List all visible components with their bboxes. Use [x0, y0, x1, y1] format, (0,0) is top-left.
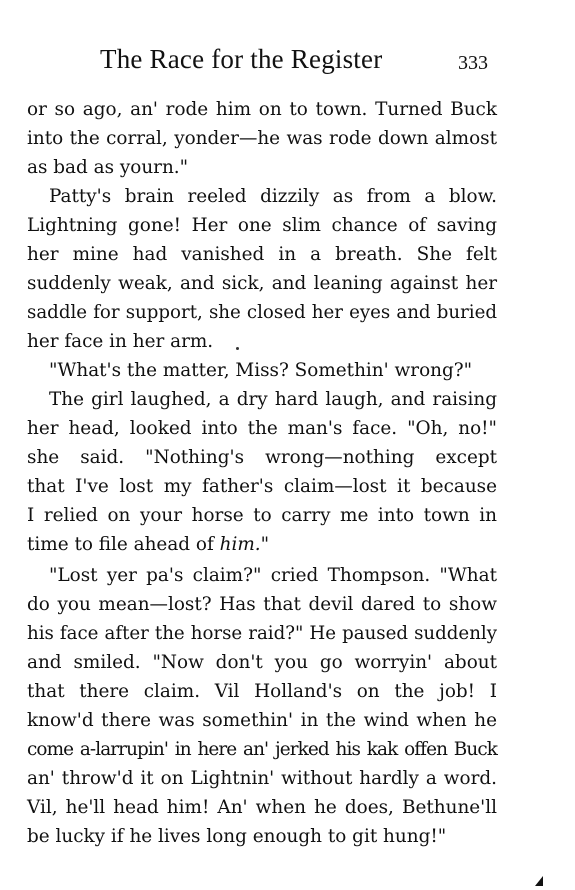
text-line: as bad as yourn." [27, 157, 189, 178]
text-line: her head, looked into the man's face. "Oh, no!" [27, 418, 497, 439]
text-line: and smiled. "Now don't you go worryin' about [27, 652, 497, 673]
ink-speck [236, 347, 239, 350]
text-line: do you mean—lost? Has that devil dared to show [27, 594, 497, 615]
text-line: know'd there was somethin' in the wind when he [27, 710, 497, 731]
text-line: into the corral, yonder—he was rode down almost [27, 128, 497, 149]
italic-word: him. [219, 534, 261, 555]
text-line: Patty's brain reeled dizzily as from a blow. [49, 186, 497, 207]
text-segment: " [260, 534, 270, 555]
text-line: The girl laughed, a dry hard laugh, and raising [49, 389, 497, 410]
text-line: she said. "Nothing's wrong—nothing except [27, 447, 497, 468]
text-line: that there claim. Vil Holland's on the job! I [27, 681, 497, 702]
text-line: I relied on your horse to carry me into town in [27, 505, 497, 526]
text-line: her face in her arm. [27, 331, 214, 352]
running-title: The Race for the Register [100, 44, 383, 74]
text-line: an' throw'd it on Lightnin' without hardly a word. [27, 768, 497, 789]
text-line: Vil, he'll head him! An' when he does, Bethune'll [27, 797, 497, 818]
text-line: or so ago, an' rode him on to town. Turned Buck [27, 99, 497, 120]
text-segment: time to file ahead of [27, 534, 220, 555]
text-line [27, 531, 497, 559]
text-line: her mine had vanished in a breath. She felt [27, 244, 497, 265]
page-number: 333 [458, 52, 488, 74]
text-line: that I've lost my father's claim—lost it because [27, 476, 497, 497]
text-line: come a-larrupin' in here an' jerked his kak offen Buck [27, 739, 497, 760]
text-line: suddenly weak, and sick, and leaning against her [27, 273, 497, 294]
text-line: be lucky if he lives long enough to git hung!" [27, 826, 447, 847]
text-line: his face after the horse raid?" He paused suddenly [27, 623, 497, 644]
text-line: "Lost yer pa's claim?" cried Thompson. "What [49, 565, 497, 586]
text-line: "What's the matter, Miss? Somethin' wrong?" [49, 360, 473, 381]
page-header [0, 44, 575, 84]
page-corner-mark [535, 876, 543, 886]
text-line: saddle for support, she closed her eyes and buried [27, 302, 497, 323]
text-line: Lightning gone! Her one slim chance of saving [27, 215, 497, 236]
